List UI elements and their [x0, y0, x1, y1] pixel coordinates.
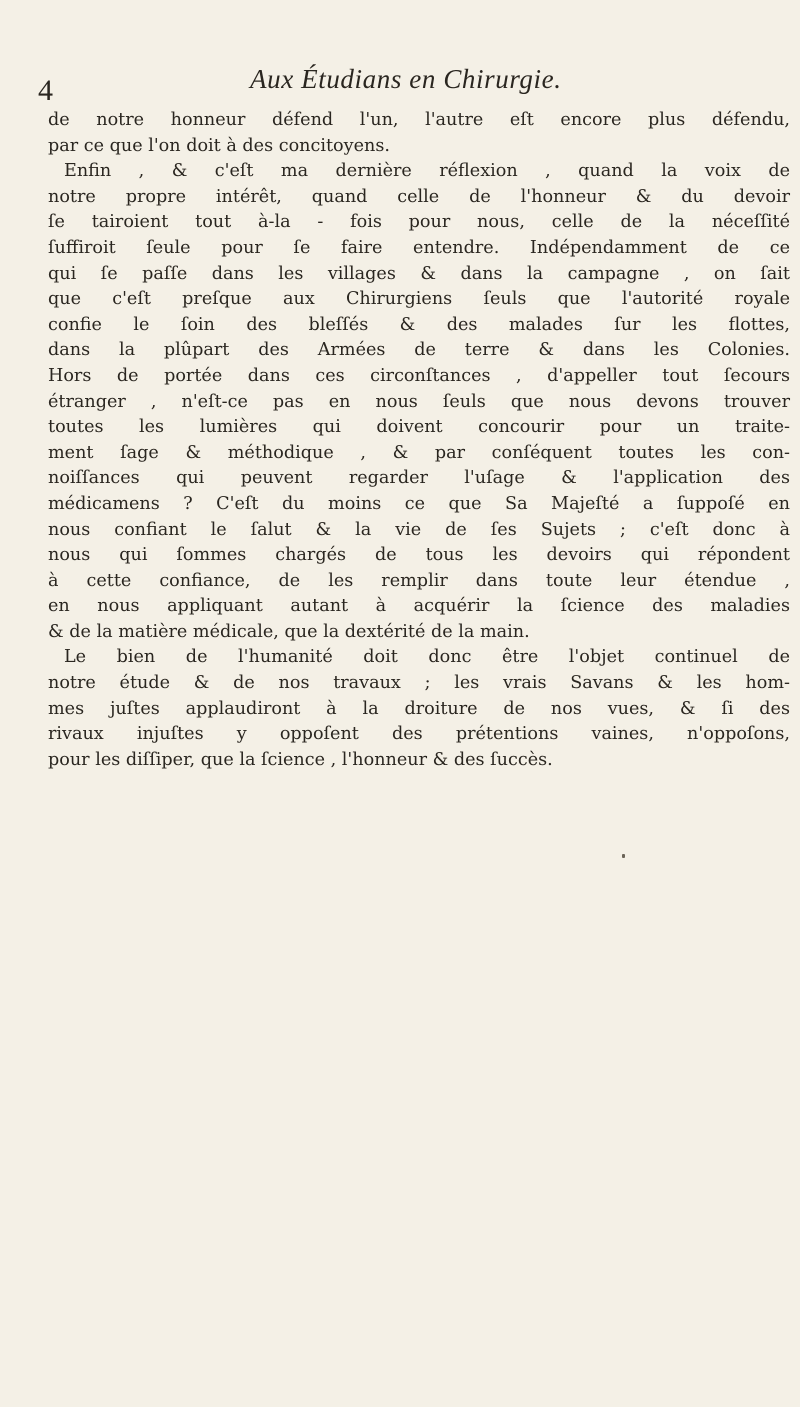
text-line: ſe tairoient tout à-la - fois pour nous, celle de la néceſſité	[48, 212, 790, 233]
running-head: Aux Étudians en Chirurgie.	[250, 64, 562, 94]
text-line: médicamens ? C'eſt du moins ce que Sa Majeſté a ſuppoſé en	[48, 493, 790, 514]
text-line: Hors de portée dans ces circonſtances , d'appeller tout ſecours	[48, 365, 790, 386]
text-line: par ce que l'on doit à des concitoyens.	[48, 135, 390, 156]
text-line: nous confiant le ſalut & la vie de ſes Sujets ; c'eſt donc à	[48, 519, 790, 540]
text-line: Le bien de l'humanité doit donc être l'objet continuel de	[64, 647, 790, 668]
text-line: noiſſances qui peuvent regarder l'uſage & l'application des	[48, 468, 790, 489]
page-number: 4	[38, 74, 53, 107]
text-line: notre étude & de nos travaux ; les vrais Savans & les hom-	[48, 673, 790, 694]
text-line: étranger , n'eſt-ce pas en nous ſeuls que nous devons trouver	[48, 391, 790, 412]
text-line: & de la matière médicale, que la dextérité de la main.	[48, 621, 530, 642]
text-line: ſuffiroit ſeule pour ſe faire entendre. Indépendamment de ce	[48, 237, 790, 258]
text-line: confie le ſoin des bleſſés & des malades ſur les flottes,	[48, 314, 790, 335]
body-text	[48, 108, 790, 773]
text-line: que c'eſt preſque aux Chirurgiens ſeuls que l'autorité royale	[48, 289, 790, 310]
text-line: pour les diſſiper, que la ſcience , l'honneur & des ſuccès.	[48, 749, 553, 770]
text-line: nous qui ſommes chargés de tous les devoirs qui répondent	[48, 545, 790, 566]
text-line: qui ſe paſſe dans les villages & dans la campagne , on ſait	[48, 263, 790, 284]
text-line: mes juſtes applaudiront à la droiture de nos vues, & ſi des	[48, 698, 790, 719]
text-line: à cette confiance, de les remplir dans toute leur étendue ,	[48, 570, 790, 591]
ink-speck	[622, 854, 625, 858]
text-line: Enfin , & c'eſt ma dernière réflexion , quand la voix de	[64, 161, 790, 182]
text-line: rivaux injuſtes y oppoſent des prétentions vaines, n'oppoſons,	[48, 724, 790, 745]
text-line: toutes les lumières qui doivent concourir pour un traite-	[48, 417, 790, 438]
text-line: notre propre intérêt, quand celle de l'honneur & du devoir	[48, 186, 790, 207]
text-line: dans la plûpart des Armées de terre & dans les Colonies.	[48, 340, 790, 361]
text-line: de notre honneur défend l'un, l'autre eſt encore plus défendu,	[48, 110, 790, 130]
text-line: en nous appliquant autant à acquérir la ſcience des maladies	[48, 596, 790, 617]
text-line: ment ſage & méthodique , & par conſéquent toutes les con-	[48, 442, 790, 463]
